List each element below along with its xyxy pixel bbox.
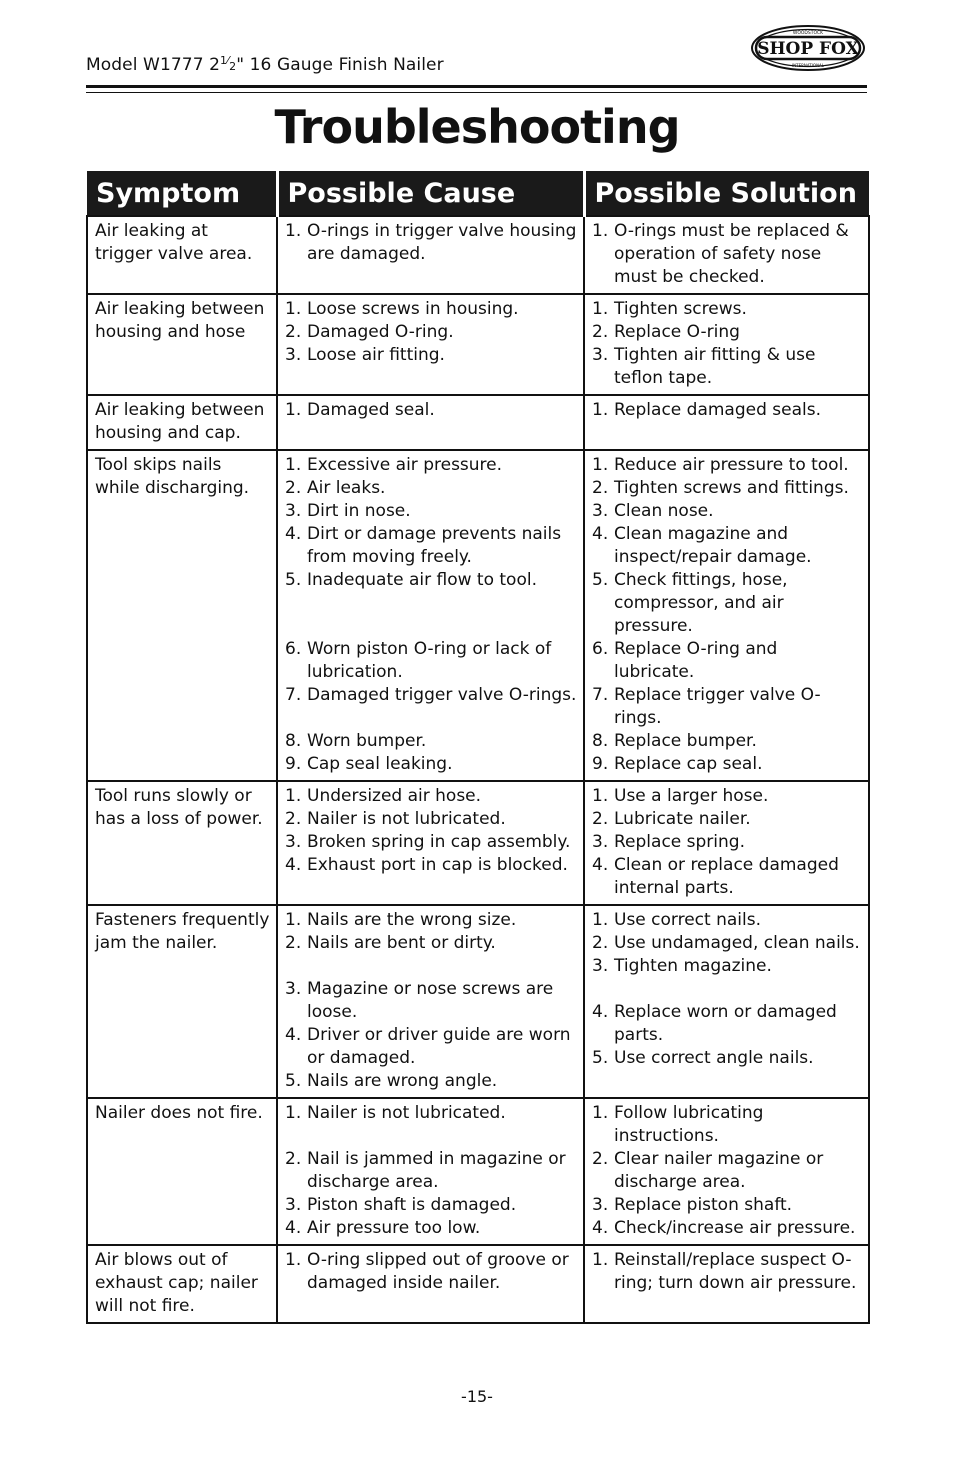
solution-cell [584, 905, 869, 1098]
troubleshooting-table [86, 171, 870, 1324]
solution-item [592, 753, 862, 776]
item-number: 4. [285, 524, 302, 544]
item-number: 5. [285, 1071, 302, 1091]
item-number: 3. [285, 979, 302, 999]
solution-item [592, 298, 862, 321]
solution-item [592, 1148, 862, 1194]
table-row [87, 1245, 869, 1323]
item-text: Air leaks. [307, 478, 386, 498]
cause-item [285, 854, 577, 877]
item-text: Check/increase air pressure. [614, 1218, 856, 1238]
item-text: Exhaust port in cap is blocked. [307, 855, 568, 875]
cause-item [285, 298, 577, 321]
item-text: Inadequate air flow to tool. [307, 570, 537, 590]
header-symptom: Symptom [87, 171, 277, 216]
page-title: Troubleshooting [274, 100, 680, 154]
item-text: Damaged O-ring. [307, 322, 454, 342]
item-text: Replace trigger valve O-rings. [614, 685, 821, 728]
svg-text:WOODSTOCK: WOODSTOCK [792, 31, 824, 36]
cause-item [285, 1024, 577, 1070]
cause-cell [277, 450, 584, 781]
item-text: Damaged seal. [307, 400, 435, 420]
item-number: 3. [285, 1195, 302, 1215]
symptom-cell: Fasteners frequently jam the nailer. [87, 905, 277, 1098]
cause-cell [277, 395, 584, 450]
solution-item [592, 854, 862, 900]
item-number: 1. [592, 221, 609, 241]
item-text: Nails are wrong angle. [307, 1071, 498, 1091]
cause-item [285, 1194, 577, 1217]
item-number: 7. [285, 685, 302, 705]
solution-list [592, 399, 862, 422]
item-text: Replace O-ring [614, 322, 740, 342]
svg-text:SHOP FOX: SHOP FOX [757, 39, 859, 59]
item-number: 4. [592, 1002, 609, 1022]
header-possible-solution: Possible Solution [584, 171, 869, 216]
item-number: 1. [592, 299, 609, 319]
cause-item [285, 321, 577, 344]
item-text: Reduce air pressure to tool. [614, 455, 849, 475]
item-text: Tighten screws. [614, 299, 747, 319]
item-number: 4. [592, 1218, 609, 1238]
item-text: Worn bumper. [307, 731, 427, 751]
symptom-cell: Tool runs slowly or has a loss of power. [87, 781, 277, 905]
cause-list [285, 1249, 577, 1295]
solution-item [592, 523, 862, 569]
table-row [87, 781, 869, 905]
solution-item [592, 569, 862, 638]
item-number: 2. [285, 1149, 302, 1169]
item-text: Clear nailer magazine or discharge area. [614, 1149, 824, 1192]
item-text: Follow lubricating instructions. [614, 1103, 764, 1146]
cause-list [285, 1102, 577, 1240]
item-number: 1. [285, 455, 302, 475]
solution-cell [584, 395, 869, 450]
item-text: Replace damaged seals. [614, 400, 821, 420]
solution-item [592, 638, 862, 684]
item-number: 1. [592, 455, 609, 475]
solution-item [592, 1217, 862, 1240]
item-number: 3. [592, 501, 609, 521]
item-number: 1. [592, 1103, 609, 1123]
item-text: Nailer is not lubricated. [307, 1103, 506, 1123]
cause-list [285, 220, 577, 266]
item-number: 4. [592, 524, 609, 544]
cause-item [285, 1148, 577, 1194]
item-text: O-rings must be replaced & operation of safety nose must be checked. [614, 221, 849, 287]
cause-item [285, 753, 577, 776]
header-rule-thin [86, 92, 867, 93]
table-row [87, 395, 869, 450]
cause-item [285, 730, 577, 753]
item-text: Loose screws in housing. [307, 299, 519, 319]
item-text: Nailer is not lubricated. [307, 809, 506, 829]
solution-item [592, 321, 862, 344]
item-number: 1. [285, 1250, 302, 1270]
cause-item [285, 808, 577, 831]
item-text: Replace cap seal. [614, 754, 763, 774]
item-text: Dirt in nose. [307, 501, 411, 521]
item-number: 9. [285, 754, 302, 774]
solution-item [592, 730, 862, 753]
cause-list [285, 399, 577, 422]
table-row [87, 294, 869, 395]
solution-item [592, 399, 862, 422]
solution-item [592, 1001, 862, 1047]
item-text: Tighten air fitting & use teflon tape. [614, 345, 816, 388]
model-prefix: Model W1777 2 [86, 55, 221, 75]
item-number: 1. [592, 786, 609, 806]
item-text: Piston shaft is damaged. [307, 1195, 517, 1215]
solution-item [592, 1102, 862, 1148]
symptom-cell: Nailer does not fire. [87, 1098, 277, 1245]
cause-item [285, 638, 577, 684]
item-number: 4. [592, 855, 609, 875]
item-number: 2. [285, 322, 302, 342]
item-number: 3. [285, 832, 302, 852]
item-number: 3. [592, 1195, 609, 1215]
cause-item [285, 344, 577, 367]
solution-item [592, 684, 862, 730]
cause-item [285, 1070, 577, 1093]
item-number: 7. [592, 685, 609, 705]
item-text: Use undamaged, clean nails. [614, 933, 860, 953]
solution-item [592, 785, 862, 808]
item-text: Damaged trigger valve O-rings. [307, 685, 577, 705]
solution-item [592, 909, 862, 932]
solution-item [592, 831, 862, 854]
item-text: Check fittings, hose, compressor, and air pressure. [614, 570, 788, 636]
item-text: Clean or replace damaged internal parts. [614, 855, 839, 898]
item-text: Clean nose. [614, 501, 714, 521]
item-number: 2. [285, 933, 302, 953]
item-text: Use correct nails. [614, 910, 761, 930]
item-text: Broken spring in cap assembly. [307, 832, 571, 852]
item-number: 1. [592, 1250, 609, 1270]
item-text: Nails are bent or dirty. [307, 933, 496, 953]
item-number: 4. [285, 1218, 302, 1238]
item-text: Cap seal leaking. [307, 754, 453, 774]
solution-list [592, 298, 862, 390]
solution-list [592, 909, 862, 1070]
item-number: 8. [285, 731, 302, 751]
item-text: Use a larger hose. [614, 786, 769, 806]
solution-cell [584, 294, 869, 395]
solution-cell [584, 781, 869, 905]
item-number: 5. [592, 1048, 609, 1068]
cause-list [285, 785, 577, 877]
solution-cell [584, 1098, 869, 1245]
item-text: Replace spring. [614, 832, 745, 852]
cause-item [285, 454, 577, 477]
solution-item [592, 808, 862, 831]
symptom-cell: Air leaking at trigger valve area. [87, 216, 277, 294]
cause-item [285, 785, 577, 808]
item-number: 8. [592, 731, 609, 751]
cause-item [285, 978, 577, 1024]
item-number: 1. [285, 299, 302, 319]
item-number: 1. [592, 910, 609, 930]
item-text: Magazine or nose screws are loose. [307, 979, 554, 1022]
item-number: 1. [285, 400, 302, 420]
item-number: 5. [285, 570, 302, 590]
item-text: Air pressure too low. [307, 1218, 481, 1238]
cause-item [285, 500, 577, 523]
cause-item [285, 932, 577, 955]
header-possible-cause: Possible Cause [277, 171, 584, 216]
item-text: Tighten magazine. [614, 956, 772, 976]
cause-item [285, 477, 577, 500]
solution-item [592, 1249, 862, 1295]
symptom-cell: Air leaking between housing and hose [87, 294, 277, 395]
item-number: 6. [592, 639, 609, 659]
item-text: Replace worn or damaged parts. [614, 1002, 837, 1045]
item-text: Replace bumper. [614, 731, 757, 751]
symptom-cell: Tool skips nails while discharging. [87, 450, 277, 781]
solution-item [592, 1047, 862, 1070]
item-number: 3. [592, 832, 609, 852]
solution-list [592, 1249, 862, 1295]
cause-item [285, 1102, 577, 1125]
cause-item [285, 684, 577, 707]
item-number: 2. [592, 1149, 609, 1169]
table-row [87, 905, 869, 1098]
cause-item [285, 523, 577, 569]
item-text: Replace piston shaft. [614, 1195, 793, 1215]
solution-item [592, 1194, 862, 1217]
item-number: 2. [285, 478, 302, 498]
solution-list [592, 220, 862, 289]
item-number: 1. [592, 400, 609, 420]
solution-item [592, 220, 862, 289]
table-row [87, 216, 869, 294]
solution-item [592, 454, 862, 477]
item-number: 3. [285, 345, 302, 365]
item-text: Tighten screws and fittings. [614, 478, 849, 498]
model-line [86, 55, 444, 75]
item-number: 3. [285, 501, 302, 521]
symptom-cell: Air blows out of exhaust cap; nailer will not fire. [87, 1245, 277, 1323]
solution-list [592, 454, 862, 776]
header-rule-thick [86, 85, 867, 88]
cause-item [285, 1217, 577, 1240]
cause-list [285, 298, 577, 367]
solution-item [592, 344, 862, 390]
item-text: Clean magazine and inspect/repair damage. [614, 524, 812, 567]
item-text: Lubricate nailer. [614, 809, 751, 829]
item-number: 6. [285, 639, 302, 659]
fraction: 1⁄2 [220, 54, 237, 73]
item-text: Loose air fitting. [307, 345, 445, 365]
cause-item [285, 399, 577, 422]
item-text: Undersized air hose. [307, 786, 482, 806]
cause-list [285, 454, 577, 776]
page-number: -15- [461, 1387, 493, 1406]
item-text: Reinstall/replace suspect O-ring; turn down air pressure. [614, 1250, 857, 1293]
solution-list [592, 1102, 862, 1240]
table-row [87, 450, 869, 781]
item-number: 1. [285, 221, 302, 241]
item-number: 1. [285, 1103, 302, 1123]
item-number: 2. [592, 809, 609, 829]
item-number: 2. [592, 322, 609, 342]
item-text: Dirt or damage prevents nails from moving freely. [307, 524, 562, 567]
model-suffix: " 16 Gauge Finish Nailer [236, 55, 444, 75]
cause-cell [277, 905, 584, 1098]
item-text: Driver or driver guide are worn or damaged. [307, 1025, 571, 1068]
item-text: O-rings in trigger valve housing are damaged. [307, 221, 577, 264]
cause-item [285, 909, 577, 932]
item-text: O-ring slipped out of groove or damaged inside nailer. [307, 1250, 569, 1293]
item-text: Replace O-ring and lubricate. [614, 639, 778, 682]
cause-item [285, 569, 577, 592]
item-number: 4. [285, 1025, 302, 1045]
solution-list [592, 785, 862, 900]
item-number: 2. [285, 809, 302, 829]
item-text: Worn piston O-ring or lack of lubrication. [307, 639, 552, 682]
cause-cell [277, 1245, 584, 1323]
cause-item [285, 831, 577, 854]
item-number: 2. [592, 933, 609, 953]
solution-cell [584, 450, 869, 781]
solution-cell [584, 216, 869, 294]
cause-cell [277, 294, 584, 395]
item-number: 9. [592, 754, 609, 774]
item-number: 5. [592, 570, 609, 590]
item-text: Excessive air pressure. [307, 455, 503, 475]
solution-item [592, 477, 862, 500]
item-number: 1. [285, 910, 302, 930]
solution-item [592, 932, 862, 955]
item-number: 3. [592, 956, 609, 976]
svg-text:INTERNATIONAL: INTERNATIONAL [791, 63, 825, 68]
item-text: Use correct angle nails. [614, 1048, 814, 1068]
symptom-cell: Air leaking between housing and cap. [87, 395, 277, 450]
item-number: 3. [592, 345, 609, 365]
solution-item [592, 500, 862, 523]
cause-list [285, 909, 577, 1093]
cause-cell [277, 216, 584, 294]
table-header-row [87, 171, 869, 216]
item-number: 4. [285, 855, 302, 875]
shop-fox-logo [750, 24, 866, 72]
item-number: 2. [592, 478, 609, 498]
item-number: 1. [285, 786, 302, 806]
cause-cell [277, 1098, 584, 1245]
solution-cell [584, 1245, 869, 1323]
item-text: Nail is jammed in magazine or discharge area. [307, 1149, 566, 1192]
item-text: Nails are the wrong size. [307, 910, 517, 930]
solution-item [592, 955, 862, 978]
table-row [87, 1098, 869, 1245]
cause-cell [277, 781, 584, 905]
cause-item [285, 1249, 577, 1295]
cause-item [285, 220, 577, 266]
